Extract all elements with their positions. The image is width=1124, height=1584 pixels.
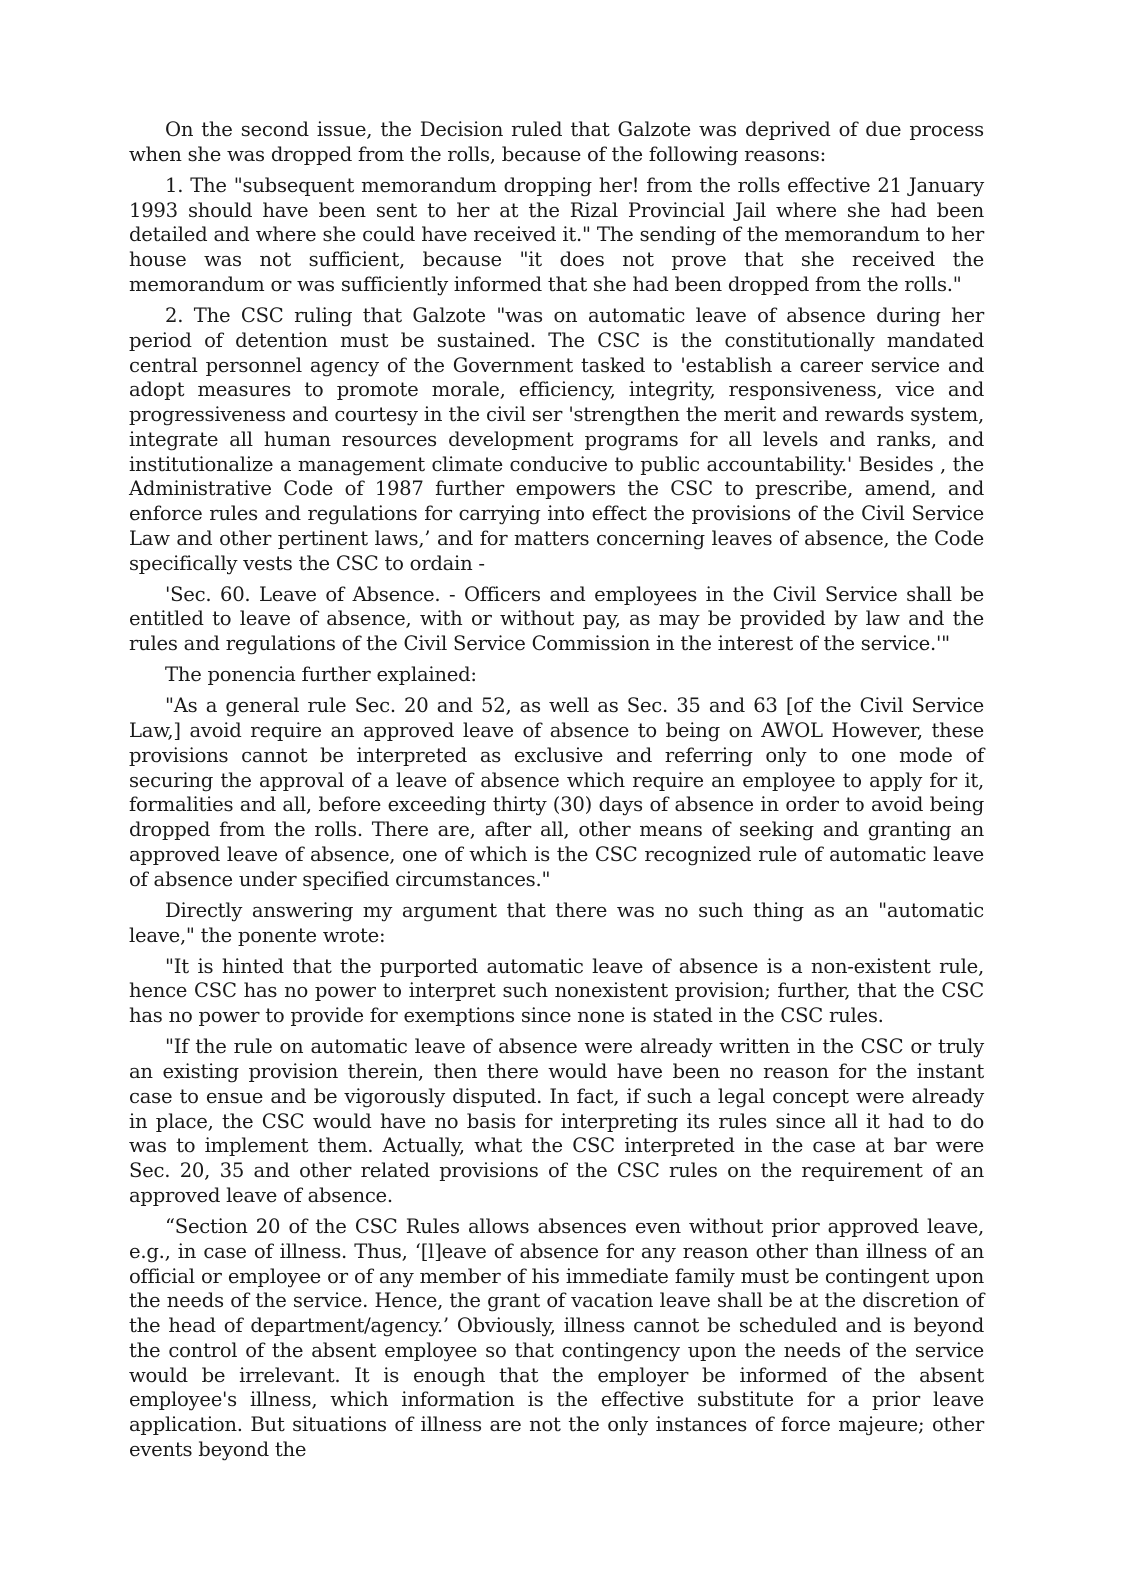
paragraph-sec-60-quote: 'Sec. 60. Leave of Absence. - Officers and employees in the Civil Service shall be entitled to leave of absence, with or without pay, as may be provided by law and the rules and regulations of the Civil Service Commission in the interest of the service.'" (129, 582, 984, 656)
paragraph-second-issue: On the second issue, the Decision ruled that Galzote was deprived of due process when she was dropped from the rolls, because of the following reasons: (129, 118, 984, 166)
paragraph-general-rule-quote: "As a general rule Sec. 20 and 52, as well as Sec. 35 and 63 [of the Civil Service Law,] avoid require an approved leave of absence to being on AWOL However, these provisions cannot be interpreted as exclusive and referring only to one mode of securing the approval of a leave of absence which require an employee to apply for it, formalities and all, before exceeding thirty (30) days of absence in order to avoid being dropped from the rolls. There are, after all, other means of seeking and granting an approved leave of absence, one of which is the CSC recognized rule of automatic leave of absence under specified circumstances." (129, 694, 984, 891)
paragraph-rule-written-quote: "If the rule on automatic leave of absence were already written in the CSC or truly an existing provision therein, then there would have been no reason for the instant case to ensue and be vigorously disputed. In fact, if such a legal concept were already in place, the CSC would have no basis for interpreting its rules since all it had to do was to implement them. Actually, what the CSC interpreted in the case at bar were Sec. 20, 35 and other related provisions of the CSC rules on the requirement of an approved leave of absence. (129, 1035, 984, 1207)
paragraph-reason-2: 2. The CSC ruling that Galzote "was on automatic leave of absence during her period of detention must be sustained. The CSC is the constitutionally mandated central personnel agency of the Government tasked to 'establish a career service and adopt measures to promote morale, efficiency, integrity, responsiveness, vice and progressiveness and courtesy in the civil ser 'strengthen the merit and rewards system, integrate all human resources development programs for all levels and ranks, and institutionalize a management climate conducive to public accountability.' Besides , the Administrative Code of 1987 further empowers the CSC to prescribe, amend, and enforce rules and regulations for carrying into effect the provisions of the Civil Service Law and other pertinent laws,’ and for matters concerning leaves of absence, the Code specifically vests the CSC to ordain - (129, 304, 984, 575)
paragraph-ponencia-intro: The ponencia further explained: (165, 663, 477, 687)
paragraph-reason-1: 1. The "subsequent memorandum dropping her! from the rolls effective 21 January 1993 should have been sent to her at the Rizal Provincial Jail where she had been detailed and where she could have received it." The sending of the memorandum to her house was not sufficient, because "it does not prove that she received the memorandum or was sufficiently informed that she had been dropped from the rolls." (129, 173, 984, 296)
paragraph-automatic-leave-intro: Directly answering my argument that there was no such thing as an "automatic leave," the ponente wrote: (129, 898, 984, 947)
paragraph-hinted-quote: "It is hinted that the purported automatic leave of absence is a non-existent rule, hence CSC has no power to interpret such nonexistent provision; further, that the CSC has no power to provide for exemptions since none is stated in the CSC rules. (129, 954, 984, 1028)
paragraph-section-20-quote: “Section 20 of the CSC Rules allows absences even without prior approved leave, e.g., in case of illness. Thus, ‘[l]eave of absence for any reason other than illness of an official or employee or of any member of his immediate family must be contingent upon the needs of the service. Hence, the grant of vacation leave shall be at the discretion of the head of department/agency.’ Obviously, illness cannot be scheduled and is beyond the control of the absent employee so that contingency upon the needs of the service would be irrelevant. It is enough that the employer be informed of the absent employee's illness, which information is the effective substitute for a prior leave application. But situations of illness are not the only instances of force majeure; other events beyond the (129, 1215, 984, 1461)
document-page (129, 118, 984, 1469)
